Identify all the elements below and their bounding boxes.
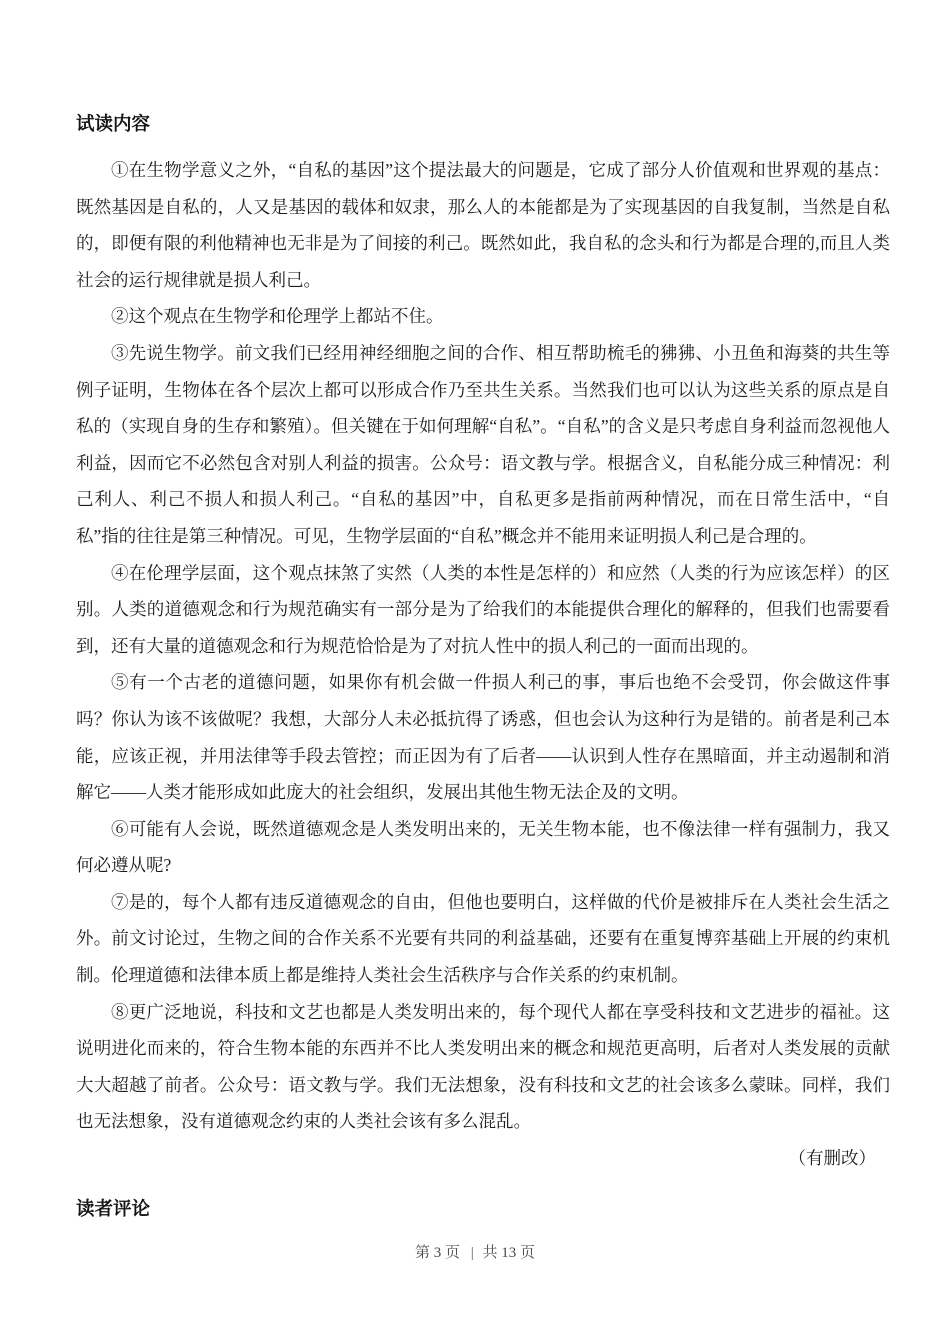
paragraph: ⑧更广泛地说，科技和文艺也都是人类发明出来的，每个现代人都在享受科技和文艺进步的福祉。这说明进化而来的，符合生物本能的东西并不比人类发明出来的概念和规范更高明，后者对人类发展的贡献大大超越了前者。公众号：语文教与学。我们无法想象，没有科技和文艺的社会该多么蒙昧。同样，我们也无法想象，没有道德观念约束的人类社会该有多么混乱。 xyxy=(76,1001,890,1132)
footer-separator: | xyxy=(470,1245,474,1261)
trial-reading-body xyxy=(76,152,890,1140)
paragraph: ②这个观点在生物学和伦理学上都站不住。 xyxy=(111,306,444,327)
page-number: 第 3 页 xyxy=(414,1245,460,1261)
page-content xyxy=(76,112,890,1221)
paragraph: ③先说生物学。前文我们已经用神经细胞之间的合作、相互帮助梳毛的狒狒、小丑鱼和海葵的共生等例子证明，生物体在各个层次上都可以形成合作乃至共生关系。当然我们也可以认为这些关系的原点是自私的（实现自身的生存和繁殖）。但关键在于如何理解“自私”。“自私”的含义是只考虑自身利益而忽视他人利益，因而它不必然包含对别人利益的损害。公众号：语文教与学。根据含义，自私能分成三种情况：利己利人、利己不损人和损人利己。“自私的基因”中，自私更多是指前两种情况，而在日常生活中，“自私”指的往往是第三种情况。可见，生物学层面的“自私”概念并不能用来证明损人利己是合理的。 xyxy=(76,342,890,546)
paragraph: ⑤有一个古老的道德问题，如果你有机会做一件损人利己的事，事后也绝不会受罚，你会做这件事吗？你认为该不该做呢？我想，大部分人未必抵抗得了诱惑，但也会认为这种行为是错的。前者是利己本能，应该正视，并用法律等手段去管控；而正因为有了后者——认识到人性存在黑暗面，并主动遏制和消解它——人类才能形成如此庞大的社会组织，发展出其他生物无法企及的文明。 xyxy=(76,672,890,803)
paragraph: ⑥可能有人会说，既然道德观念是人类发明出来的，无关生物本能，也不像法律一样有强制力，我又何必遵从呢? xyxy=(76,818,890,876)
paragraph: ④在伦理学层面，这个观点抹煞了实然（人类的本性是怎样的）和应然（人类的行为应该怎样）的区别。人类的道德观念和行为规范确实有一部分是为了给我们的本能提供合理化的解释的，但我们也需要看到，还有大量的道德观念和行为规范恰恰是为了对抗人性中的损人利己的一面而出现的。 xyxy=(76,562,890,656)
paragraph: ①在生物学意义之外，“自私的基因”这个提法最大的问题是，它成了部分人价值观和世界观的基点：既然基因是自私的，人又是基因的载体和奴隶，那么人的本能都是为了实现基因的自我复制，当然是自私的，即便有限的利他精神也无非是为了间接的利己。既然如此，我自私的念头和行为都是合理的,而且人类社会的运行规律就是损人利己。 xyxy=(76,160,890,290)
reader-comments-heading: 读者评论 xyxy=(76,1197,151,1219)
attribution-note: （有删改） xyxy=(788,1148,876,1169)
trial-reading-heading: 试读内容 xyxy=(76,113,151,134)
page-footer xyxy=(0,1244,950,1262)
total-pages: 共 13 页 xyxy=(482,1245,536,1261)
paragraph: ⑦是的，每个人都有违反道德观念的自由，但他也要明白，这样做的代价是被排斥在人类社会生活之外。前文讨论过，生物之间的合作关系不光要有共同的利益基础，还要有在重复博弈基础上开展的约束机制。伦理道德和法律本质上都是维持人类社会生活秩序与合作关系的约束机制。 xyxy=(76,891,890,986)
